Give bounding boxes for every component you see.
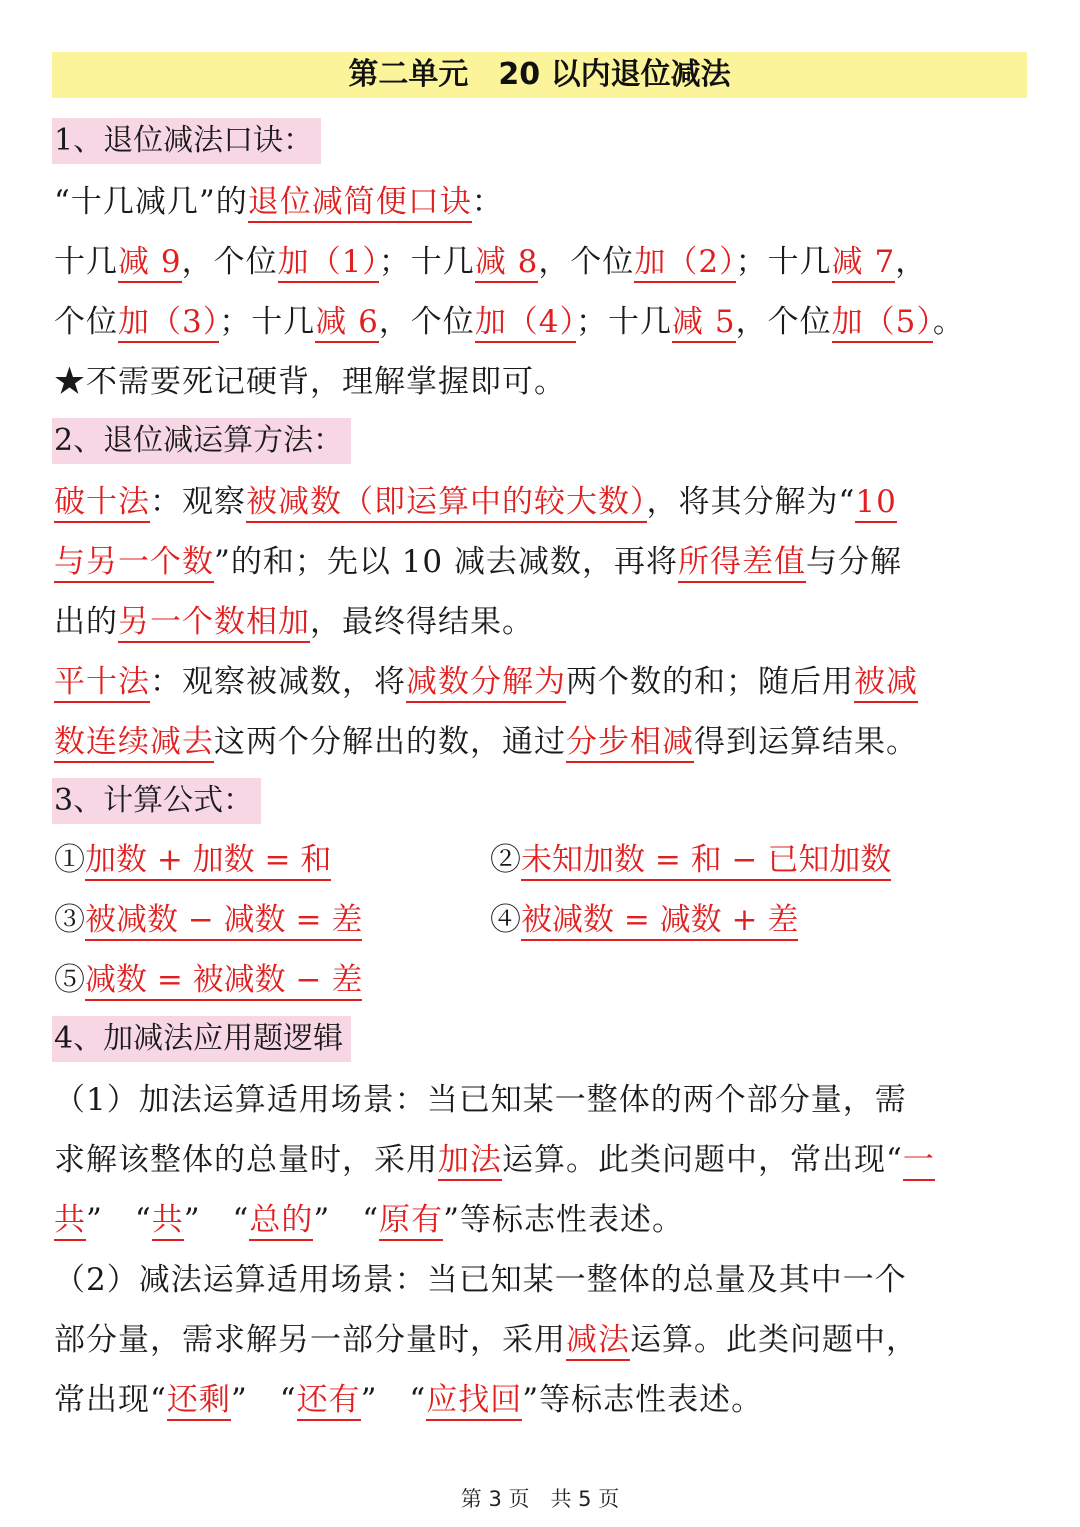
text: 得到运算结果。 (694, 724, 918, 760)
text: 个位 (54, 304, 118, 340)
section-heading-3: 3、计算公式： (52, 778, 261, 824)
highlight: 分步相减 (566, 724, 694, 763)
highlight: 减 9 (118, 244, 182, 283)
text: ， (895, 244, 928, 280)
text: 出的 (54, 604, 118, 640)
formula-number: ④ (490, 902, 521, 938)
formula-text: 未知加数 = 和 − 已知加数 (521, 842, 891, 881)
method-1-line-3 (54, 602, 534, 642)
highlight: 另一个数相加 (118, 604, 310, 643)
formula-text: 加数 + 加数 = 和 (85, 842, 331, 881)
formula-number: ③ (54, 902, 85, 938)
highlight: 减数分解为 (406, 664, 566, 703)
section-heading-4: 4、加减法应用题逻辑 (52, 1016, 351, 1062)
highlight: 与另一个数 (54, 544, 214, 583)
formula-number: ⑤ (54, 962, 85, 998)
text: ” “ (313, 1202, 380, 1238)
method-2-line-2 (54, 722, 918, 762)
highlight: 退位减简便口诀 (248, 184, 472, 223)
text: 常出现“ (54, 1382, 167, 1418)
text: ，将其分解为“ (646, 484, 856, 520)
text: 求解该整体的总量时，采用 (54, 1142, 438, 1178)
method-2-line-1 (54, 662, 918, 702)
text: 两个数的和；随后用 (566, 664, 854, 700)
text: ；十几 (378, 244, 475, 280)
text: ；十几 (219, 304, 316, 340)
method-1-line-2 (54, 542, 902, 582)
formula-text: 减数 = 被减数 − 差 (85, 962, 362, 1001)
text: ，个位 (181, 244, 278, 280)
text: “十几减几”的 (54, 184, 248, 220)
text: 部分量，需求解另一部分量时，采用 (54, 1322, 566, 1358)
highlight: 原有 (379, 1202, 443, 1241)
highlight: 共 (152, 1202, 184, 1241)
highlight: 减 5 (672, 304, 736, 343)
text: ” “ (86, 1202, 152, 1238)
highlight: 加（3） (118, 304, 219, 343)
highlight: 减 8 (475, 244, 539, 283)
text: ，个位 (538, 244, 635, 280)
text: ” “ (230, 1382, 297, 1418)
text: ” “ (360, 1382, 427, 1418)
app-1-line-2 (54, 1140, 935, 1180)
app-1-line-1 (54, 1080, 907, 1120)
text: ，个位 (378, 304, 475, 340)
highlight: 还有 (297, 1382, 361, 1421)
highlight: 被减 (854, 664, 918, 703)
page-footer: 第 3 页 共 5 页 (460, 1487, 620, 1511)
text: ”的和；先以 10 减去减数，再将 (214, 544, 679, 580)
highlight: 被减数（即运算中的较大数） (246, 484, 647, 523)
method-name: 平十法 (54, 664, 150, 703)
text: 运算。此类问题中， (630, 1322, 918, 1358)
highlight: 减 6 (315, 304, 379, 343)
page-title: 第二单元 20 以内退位减法 (52, 52, 1027, 98)
text: ”等标志性表述。 (443, 1202, 684, 1238)
highlight: 总的 (249, 1202, 313, 1241)
highlight: 加（1） (278, 244, 379, 283)
rule-line-2 (54, 302, 965, 342)
highlight: 共 (54, 1202, 86, 1241)
text: ：观察被减数，将 (150, 664, 406, 700)
text: 这两个分解出的数，通过 (214, 724, 566, 760)
formula-text: 被减数 − 减数 = 差 (85, 902, 362, 941)
formula-number: ① (54, 842, 85, 878)
formula-3 (54, 900, 362, 940)
method-1-line-1 (54, 482, 897, 522)
formula-4 (490, 900, 798, 940)
text: （1）加法运算适用场景：当已知某一整体的两个部分量，需 (54, 1082, 907, 1118)
highlight: 减 7 (832, 244, 896, 283)
text: ：观察 (150, 484, 246, 520)
note-line: ★不需要死记硬背，理解掌握即可。 (54, 364, 566, 400)
app-2-line-1 (54, 1260, 907, 1300)
text: ，个位 (735, 304, 832, 340)
text: ： (471, 184, 504, 220)
rule-intro-line (54, 182, 504, 222)
highlight: 还剩 (167, 1382, 231, 1421)
section-heading-2: 2、退位减运算方法： (52, 418, 351, 464)
text: ”等标志性表述。 (522, 1382, 764, 1418)
highlight: 加（2） (634, 244, 735, 283)
app-2-line-2 (54, 1320, 918, 1360)
formula-2 (490, 840, 891, 880)
text: ；十几 (576, 304, 673, 340)
text: （2）减法运算适用场景：当已知某一整体的总量及其中一个 (54, 1262, 907, 1298)
formula-1 (54, 840, 331, 880)
text: 运算。此类问题中，常出现“ (502, 1142, 903, 1178)
highlight: 加（4） (475, 304, 576, 343)
highlight: 一 (903, 1142, 935, 1181)
method-name: 破十法 (54, 484, 150, 523)
text: 与分解 (806, 544, 903, 580)
highlight: 加法 (438, 1142, 502, 1181)
highlight: 所得差值 (678, 544, 806, 583)
highlight: 减法 (566, 1322, 630, 1361)
formula-text: 被减数 = 减数 + 差 (521, 902, 798, 941)
formula-number: ② (490, 842, 521, 878)
text: ；十几 (735, 244, 832, 280)
section-heading-1: 1、退位减法口诀： (52, 118, 321, 164)
text: 。 (932, 304, 965, 340)
highlight: 加（5） (832, 304, 933, 343)
formula-5 (54, 960, 362, 1000)
highlight: 应找回 (426, 1382, 522, 1421)
text: 十几 (54, 244, 118, 280)
highlight: 10 (855, 484, 896, 523)
text: ” “ (183, 1202, 250, 1238)
app-2-line-3 (54, 1380, 763, 1420)
highlight: 数连续减去 (54, 724, 214, 763)
app-1-line-3 (54, 1200, 684, 1240)
text: ，最终得结果。 (310, 604, 534, 640)
rule-line-1 (54, 242, 927, 282)
